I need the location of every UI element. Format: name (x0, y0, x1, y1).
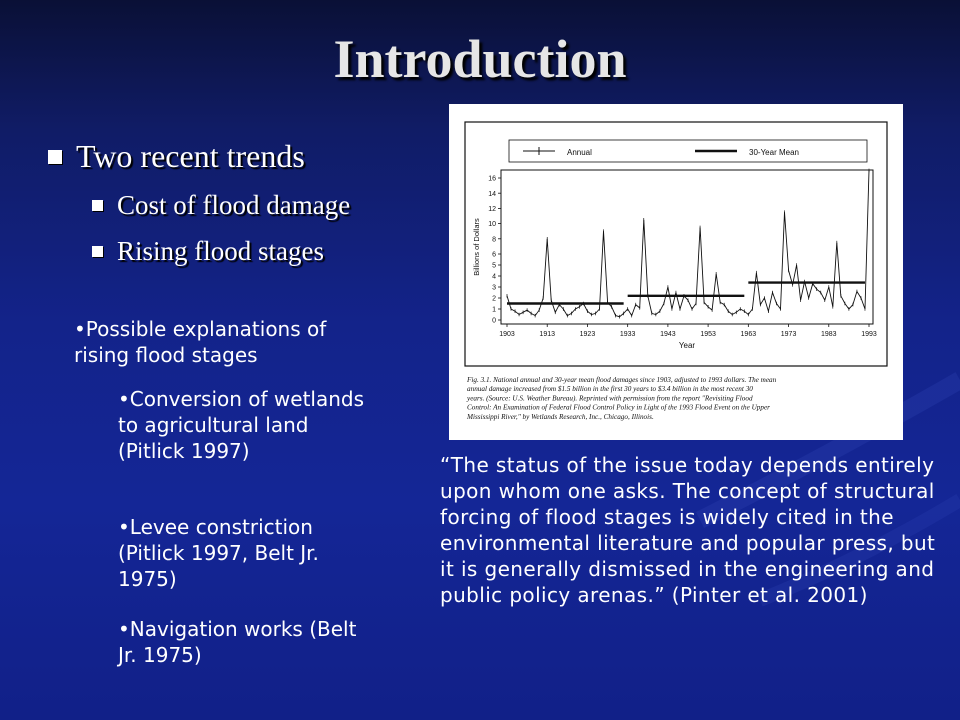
plot-area (501, 170, 873, 324)
main-bullet-text: Two recent trends (76, 138, 305, 174)
caption-line: annual damage increased from $1.5 billion in the first 30 years to $3.4 billion in the most recent 30 (467, 385, 753, 394)
bullet-square-icon (48, 150, 62, 164)
main-bullet (48, 138, 305, 175)
flood-damage-chart (449, 104, 903, 440)
y-tick-label: 1 (492, 306, 496, 314)
figure-caption (466, 376, 777, 421)
caption-line: years. (Source: U.S. Weather Bureau). Reprinted with permission from the report "Revisiting Flood (467, 394, 753, 403)
y-tick-label: 14 (488, 190, 496, 198)
x-tick-label: 1933 (619, 331, 636, 338)
y-tick-label: 2 (492, 295, 496, 303)
caption-line: Mississippi River," by Wetlands Research, Inc., Chicago, Illinois. (467, 412, 654, 421)
x-tick-label: 1943 (660, 331, 676, 338)
explanations-heading: •Possible explanations of rising flood stages (74, 317, 327, 367)
sub-bullet-stages (92, 236, 324, 267)
sub-bullet-text: Cost of flood damage (117, 190, 351, 220)
y-tick-label: 0 (492, 317, 496, 325)
x-tick-label: 1993 (861, 331, 877, 338)
y-tick-label: 6 (492, 251, 496, 259)
y-tick-label: 3 (492, 284, 496, 292)
y-tick-label: 4 (492, 273, 496, 281)
legend-mean-label: 30-Year Mean (749, 148, 799, 157)
y-tick-label: 10 (488, 221, 496, 229)
x-tick-label: 1923 (579, 331, 596, 338)
x-axis-label: Year (678, 341, 696, 350)
figure-frame (465, 122, 887, 366)
caption-line: Control: An Examination of Federal Flood Control Policy in Light of the 1993 Flood Event on the Upper (467, 403, 770, 412)
y-tick-label: 8 (492, 236, 496, 244)
sub-bullet-text: Rising flood stages (117, 236, 324, 266)
explanation-item: •Levee constriction (Pitlick 1997, Belt Jr. 1975) (118, 515, 319, 591)
quote-text: “The status of the issue today depends entirely upon whom one asks. The concept of structural forcing of flood stages is widely cited in the environmental literature and popular press, but it is generally dismissed in the engineering and public policy arenas.” (Pinter et al. 2001) (440, 453, 936, 607)
legend-box (509, 140, 867, 162)
legend-annual-label: Annual (567, 148, 592, 157)
flood-damage-figure (449, 104, 903, 440)
y-tick-label: 5 (492, 262, 496, 270)
y-tick-label: 12 (488, 206, 496, 213)
x-tick-label: 1913 (539, 331, 556, 338)
explanation-item: •Conversion of wetlands to agricultural land (Pitlick 1997) (118, 387, 365, 463)
x-tick-label: 1903 (499, 331, 515, 338)
bullet-square-icon (92, 246, 103, 257)
sub-bullet-cost (92, 190, 350, 221)
x-tick-label: 1983 (820, 331, 837, 338)
y-tick-label: 16 (488, 175, 496, 183)
slide-title: Introduction (333, 29, 627, 89)
bullet-square-icon (92, 200, 103, 211)
caption-line: Fig. 3.1. National annual and 30-year mean flood damages since 1903, adjusted to 1993 dollars. The mean (467, 376, 777, 384)
explanation-item: •Navigation works (Belt Jr. 1975) (118, 617, 357, 667)
x-tick-label: 1963 (740, 331, 757, 338)
y-axis-label: Billions of Dollars (472, 218, 481, 276)
x-tick-label: 1953 (700, 331, 716, 338)
x-tick-label: 1973 (780, 331, 797, 338)
